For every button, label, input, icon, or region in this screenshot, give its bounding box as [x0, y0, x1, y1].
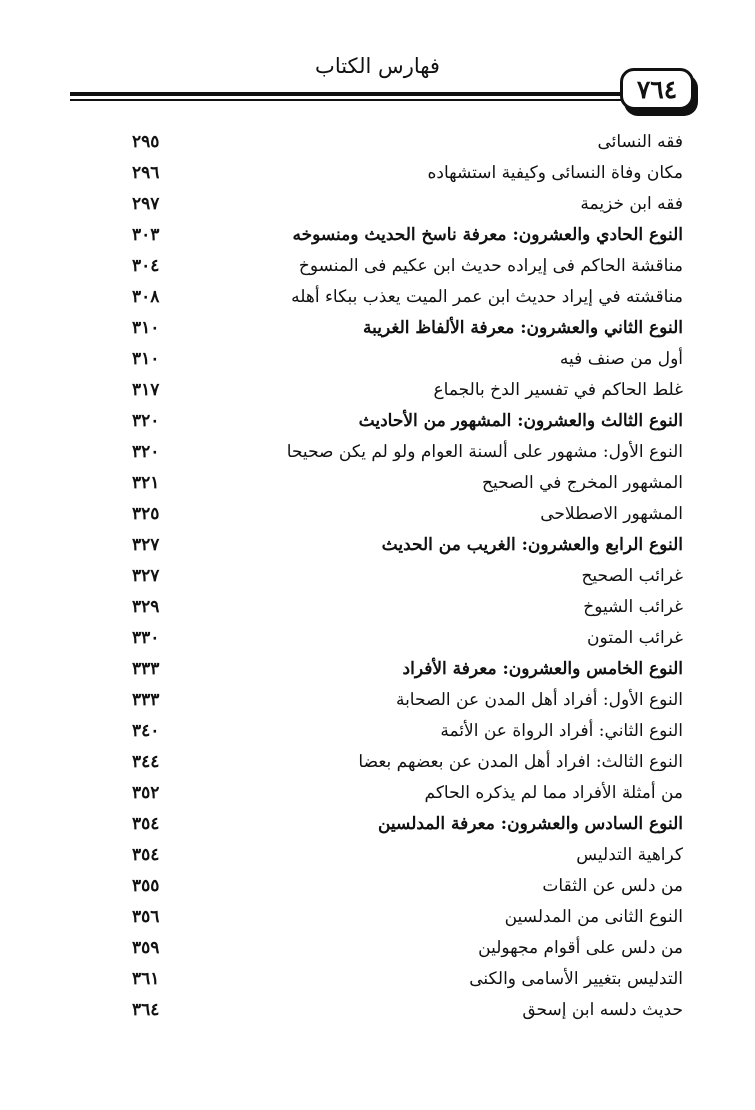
- toc-entry: [0, 531, 755, 562]
- toc-page-number: ٣٢١: [132, 473, 160, 493]
- toc-entry: [0, 934, 755, 965]
- toc-entry: [0, 779, 755, 810]
- toc-entry-title: غلط الحاكم في تفسير الدخ بالجماع: [433, 380, 683, 400]
- toc-page-number: ٣٣٣: [132, 659, 160, 679]
- toc-page-number: ٣٥٤: [132, 814, 160, 834]
- running-header-title: فهارس الكتاب: [315, 54, 440, 78]
- toc-page-number: ٣٥٦: [132, 907, 160, 927]
- toc-entry: [0, 376, 755, 407]
- toc-page-number: ٣٢٠: [132, 442, 160, 462]
- toc-chapter-title: النوع الخامس والعشرون: معرفة الأفراد: [402, 659, 683, 679]
- toc-page-number: ٣٢٩: [132, 597, 160, 617]
- toc-entry: [0, 686, 755, 717]
- toc-entry: [0, 841, 755, 872]
- toc-page-number: ٣٣٣: [132, 690, 160, 710]
- toc-page-number: ٣٠٨: [132, 287, 160, 307]
- toc-page-number: ٢٩٥: [132, 132, 160, 152]
- toc-chapter-title: النوع الثاني والعشرون: معرفة الألفاظ الغريبة: [363, 318, 683, 338]
- table-of-contents: [0, 128, 755, 1027]
- toc-entry-title: المشهور الاصطلاحى: [540, 504, 683, 524]
- toc-entry-title: مناقشة الحاكم فى إيراده حديث ابن عكيم فى المنسوخ: [298, 256, 683, 276]
- toc-entry-title: مكان وفاة النسائى وكيفية استشهاده: [427, 163, 683, 183]
- toc-page-number: ٣٥٩: [132, 938, 160, 958]
- toc-page-number: ٢٩٧: [132, 194, 160, 214]
- toc-entry-title: غرائب الشيوخ: [583, 597, 683, 617]
- toc-page-number: ٣٢٧: [132, 566, 160, 586]
- toc-chapter-title: النوع الرابع والعشرون: الغريب من الحديث: [381, 535, 683, 555]
- toc-entry-title: النوع الثالث: افراد أهل المدن عن بعضهم بعضا: [358, 752, 683, 772]
- toc-chapter-title: النوع الحادي والعشرون: معرفة ناسخ الحديث ومنسوخه: [292, 225, 683, 245]
- toc-page-number: ٣٥٥: [132, 876, 160, 896]
- toc-entry-title: غرائب الصحيح: [581, 566, 683, 586]
- toc-entry-title: حديث دلسه ابن إسحق: [522, 1000, 683, 1020]
- toc-entry: [0, 562, 755, 593]
- toc-entry: [0, 221, 755, 252]
- toc-entry: [0, 810, 755, 841]
- page-number-badge: ٧٦٤: [620, 68, 694, 110]
- toc-entry-title: التدليس بتغيير الأسامى والكنى: [469, 969, 683, 989]
- toc-page-number: ٣٠٤: [132, 256, 160, 276]
- toc-chapter-title: النوع الثالث والعشرون: المشهور من الأحاديث: [358, 411, 683, 431]
- toc-entry-title: فقه النسائى: [597, 132, 683, 152]
- toc-entry-title: من أمثلة الأفراد مما لم يذكره الحاكم: [424, 783, 683, 803]
- toc-page-number: ٣٢٥: [132, 504, 160, 524]
- toc-entry: [0, 903, 755, 934]
- toc-entry-title: النوع الأول: أفراد أهل المدن عن الصحابة: [395, 690, 683, 710]
- toc-entry-title: المشهور المخرج في الصحيح: [481, 473, 683, 493]
- toc-entry: [0, 345, 755, 376]
- toc-entry-title: من دلس عن الثقات: [542, 876, 683, 896]
- toc-entry-title: النوع الثاني: أفراد الرواة عن الأئمة: [440, 721, 683, 741]
- toc-entry: [0, 624, 755, 655]
- header-rule-thin: [70, 99, 622, 101]
- toc-entry: [0, 500, 755, 531]
- toc-page-number: ٣٣٠: [132, 628, 160, 648]
- toc-entry-title: النوع الثانى من المدلسين: [504, 907, 683, 927]
- toc-page-number: ٣١٠: [132, 318, 160, 338]
- toc-page-number: ٢٩٦: [132, 163, 160, 183]
- toc-entry: [0, 748, 755, 779]
- toc-entry: [0, 283, 755, 314]
- toc-entry: [0, 593, 755, 624]
- toc-entry-title: من دلس على أقوام مجهولين: [478, 938, 683, 958]
- toc-page-number: ٣١٧: [132, 380, 160, 400]
- toc-entry: [0, 469, 755, 500]
- toc-entry: [0, 872, 755, 903]
- toc-entry: [0, 965, 755, 996]
- toc-page-number: ٣٥٤: [132, 845, 160, 865]
- header-rule-thick: [70, 92, 622, 96]
- toc-entry: [0, 717, 755, 748]
- toc-entry: [0, 314, 755, 345]
- toc-page-number: ٣١٠: [132, 349, 160, 369]
- toc-page-number: ٣٢٧: [132, 535, 160, 555]
- toc-entry: [0, 159, 755, 190]
- toc-chapter-title: النوع السادس والعشرون: معرفة المدلسين: [377, 814, 683, 834]
- toc-page-number: ٣٤٤: [132, 752, 160, 772]
- toc-page-number: ٣٠٣: [132, 225, 160, 245]
- toc-entry: [0, 407, 755, 438]
- toc-page-number: ٣٥٢: [132, 783, 160, 803]
- toc-entry: [0, 655, 755, 686]
- toc-entry: [0, 438, 755, 469]
- toc-entry: [0, 128, 755, 159]
- toc-entry: [0, 996, 755, 1027]
- toc-entry-title: غرائب المتون: [587, 628, 683, 648]
- toc-entry: [0, 190, 755, 221]
- toc-page-number: ٣٦١: [132, 969, 160, 989]
- toc-entry-title: النوع الأول: مشهور على ألسنة العوام ولو لم يكن صحيحا: [286, 442, 683, 462]
- toc-entry-title: مناقشته في إيراد حديث ابن عمر الميت يعذب ببكاء أهله: [291, 287, 683, 307]
- toc-entry-title: كراهية التدليس: [576, 845, 683, 865]
- toc-entry: [0, 252, 755, 283]
- toc-page-number: ٣٢٠: [132, 411, 160, 431]
- toc-page-number: ٣٤٠: [132, 721, 160, 741]
- toc-page-number: ٣٦٤: [132, 1000, 160, 1020]
- toc-entry-title: أول من صنف فيه: [559, 349, 683, 369]
- toc-entry-title: فقه ابن خزيمة: [580, 194, 683, 214]
